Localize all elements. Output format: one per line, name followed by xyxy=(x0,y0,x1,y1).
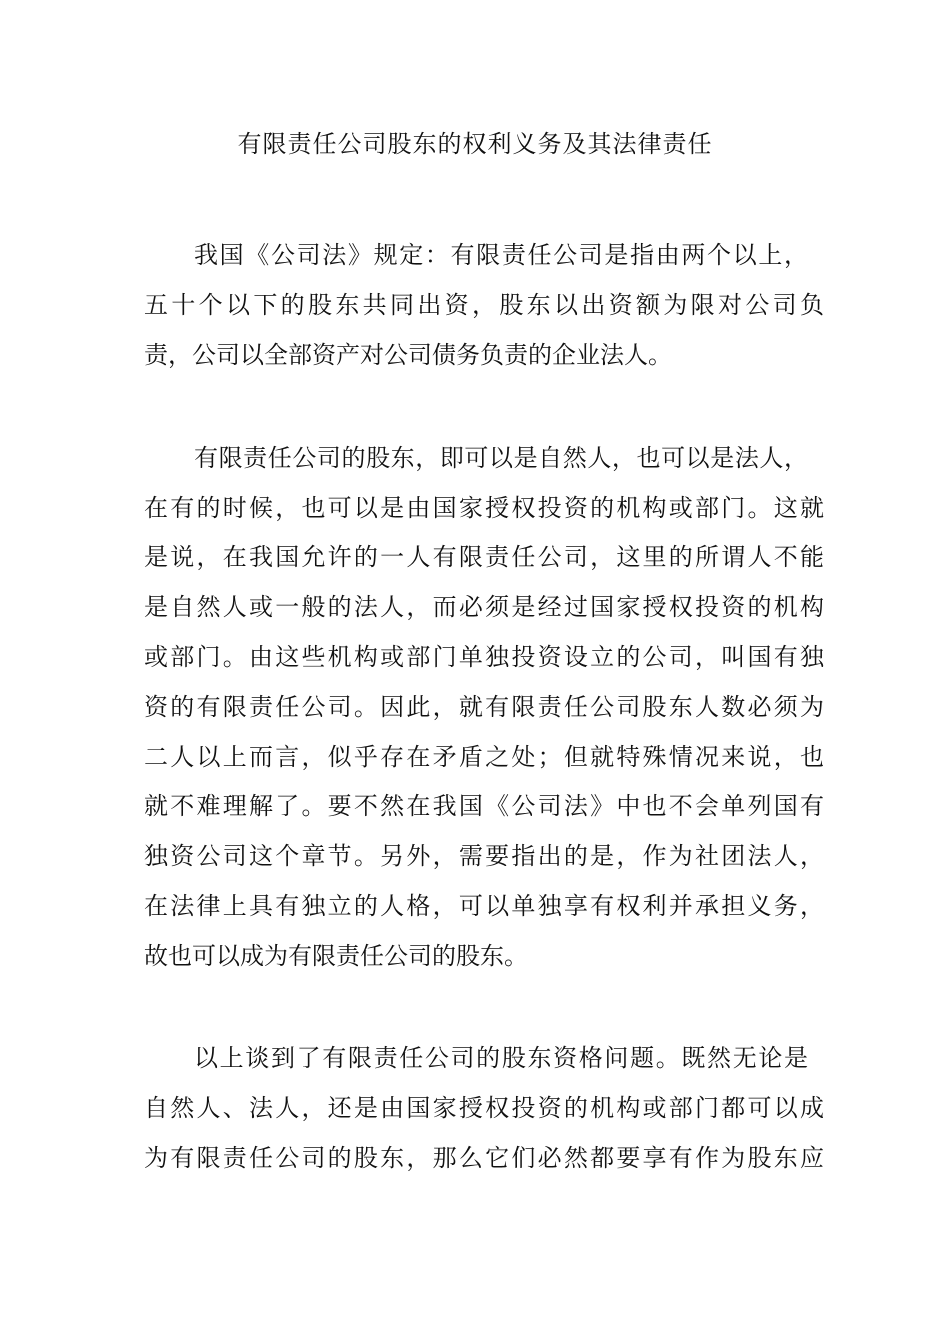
paragraph-line: 就不难理解了。要不然在我国《公司法》中也不会单列国有 xyxy=(144,792,824,820)
paragraph-line: 责，公司以全部资产对公司债务负责的企业法人。 xyxy=(144,341,672,369)
paragraph-line: 自然人、法人，还是由国家授权投资的机构或部门都可以成 xyxy=(144,1094,824,1122)
paragraph-line: 我国《公司法》规定：有限责任公司是指由两个以上， xyxy=(194,241,808,269)
paragraph-line: 是自然人或一般的法人，而必须是经过国家授权投资的机构 xyxy=(144,593,824,621)
paragraph-line: 为有限责任公司的股东，那么它们必然都要享有作为股东应 xyxy=(144,1144,824,1172)
paragraph-line: 在有的时候，也可以是由国家授权投资的机构或部门。这就 xyxy=(144,494,824,522)
paragraph-line: 独资公司这个章节。另外，需要指出的是，作为社团法人， xyxy=(144,842,824,870)
paragraph-line: 五十个以下的股东共同出资，股东以出资额为限对公司负 xyxy=(144,291,824,319)
paragraph-line: 故也可以成为有限责任公司的股东。 xyxy=(144,942,528,970)
paragraph-line: 或部门。由这些机构或部门单独投资设立的公司，叫国有独 xyxy=(144,643,824,671)
paragraph-line: 以上谈到了有限责任公司的股东资格问题。既然无论是 xyxy=(194,1044,808,1072)
document-title: 有限责任公司股东的权利义务及其法律责任 xyxy=(237,130,713,158)
paragraph-line: 有限责任公司的股东，即可以是自然人，也可以是法人， xyxy=(194,444,808,472)
paragraph-line: 在法律上具有独立的人格，可以单独享有权利并承担义务， xyxy=(144,892,824,920)
paragraph-line: 资的有限责任公司。因此，就有限责任公司股东人数必须为 xyxy=(144,693,824,721)
paragraph-line: 二人以上而言，似乎存在矛盾之处；但就特殊情况来说，也 xyxy=(144,743,824,771)
paragraph-line: 是说，在我国允许的一人有限责任公司，这里的所谓人不能 xyxy=(144,543,824,571)
